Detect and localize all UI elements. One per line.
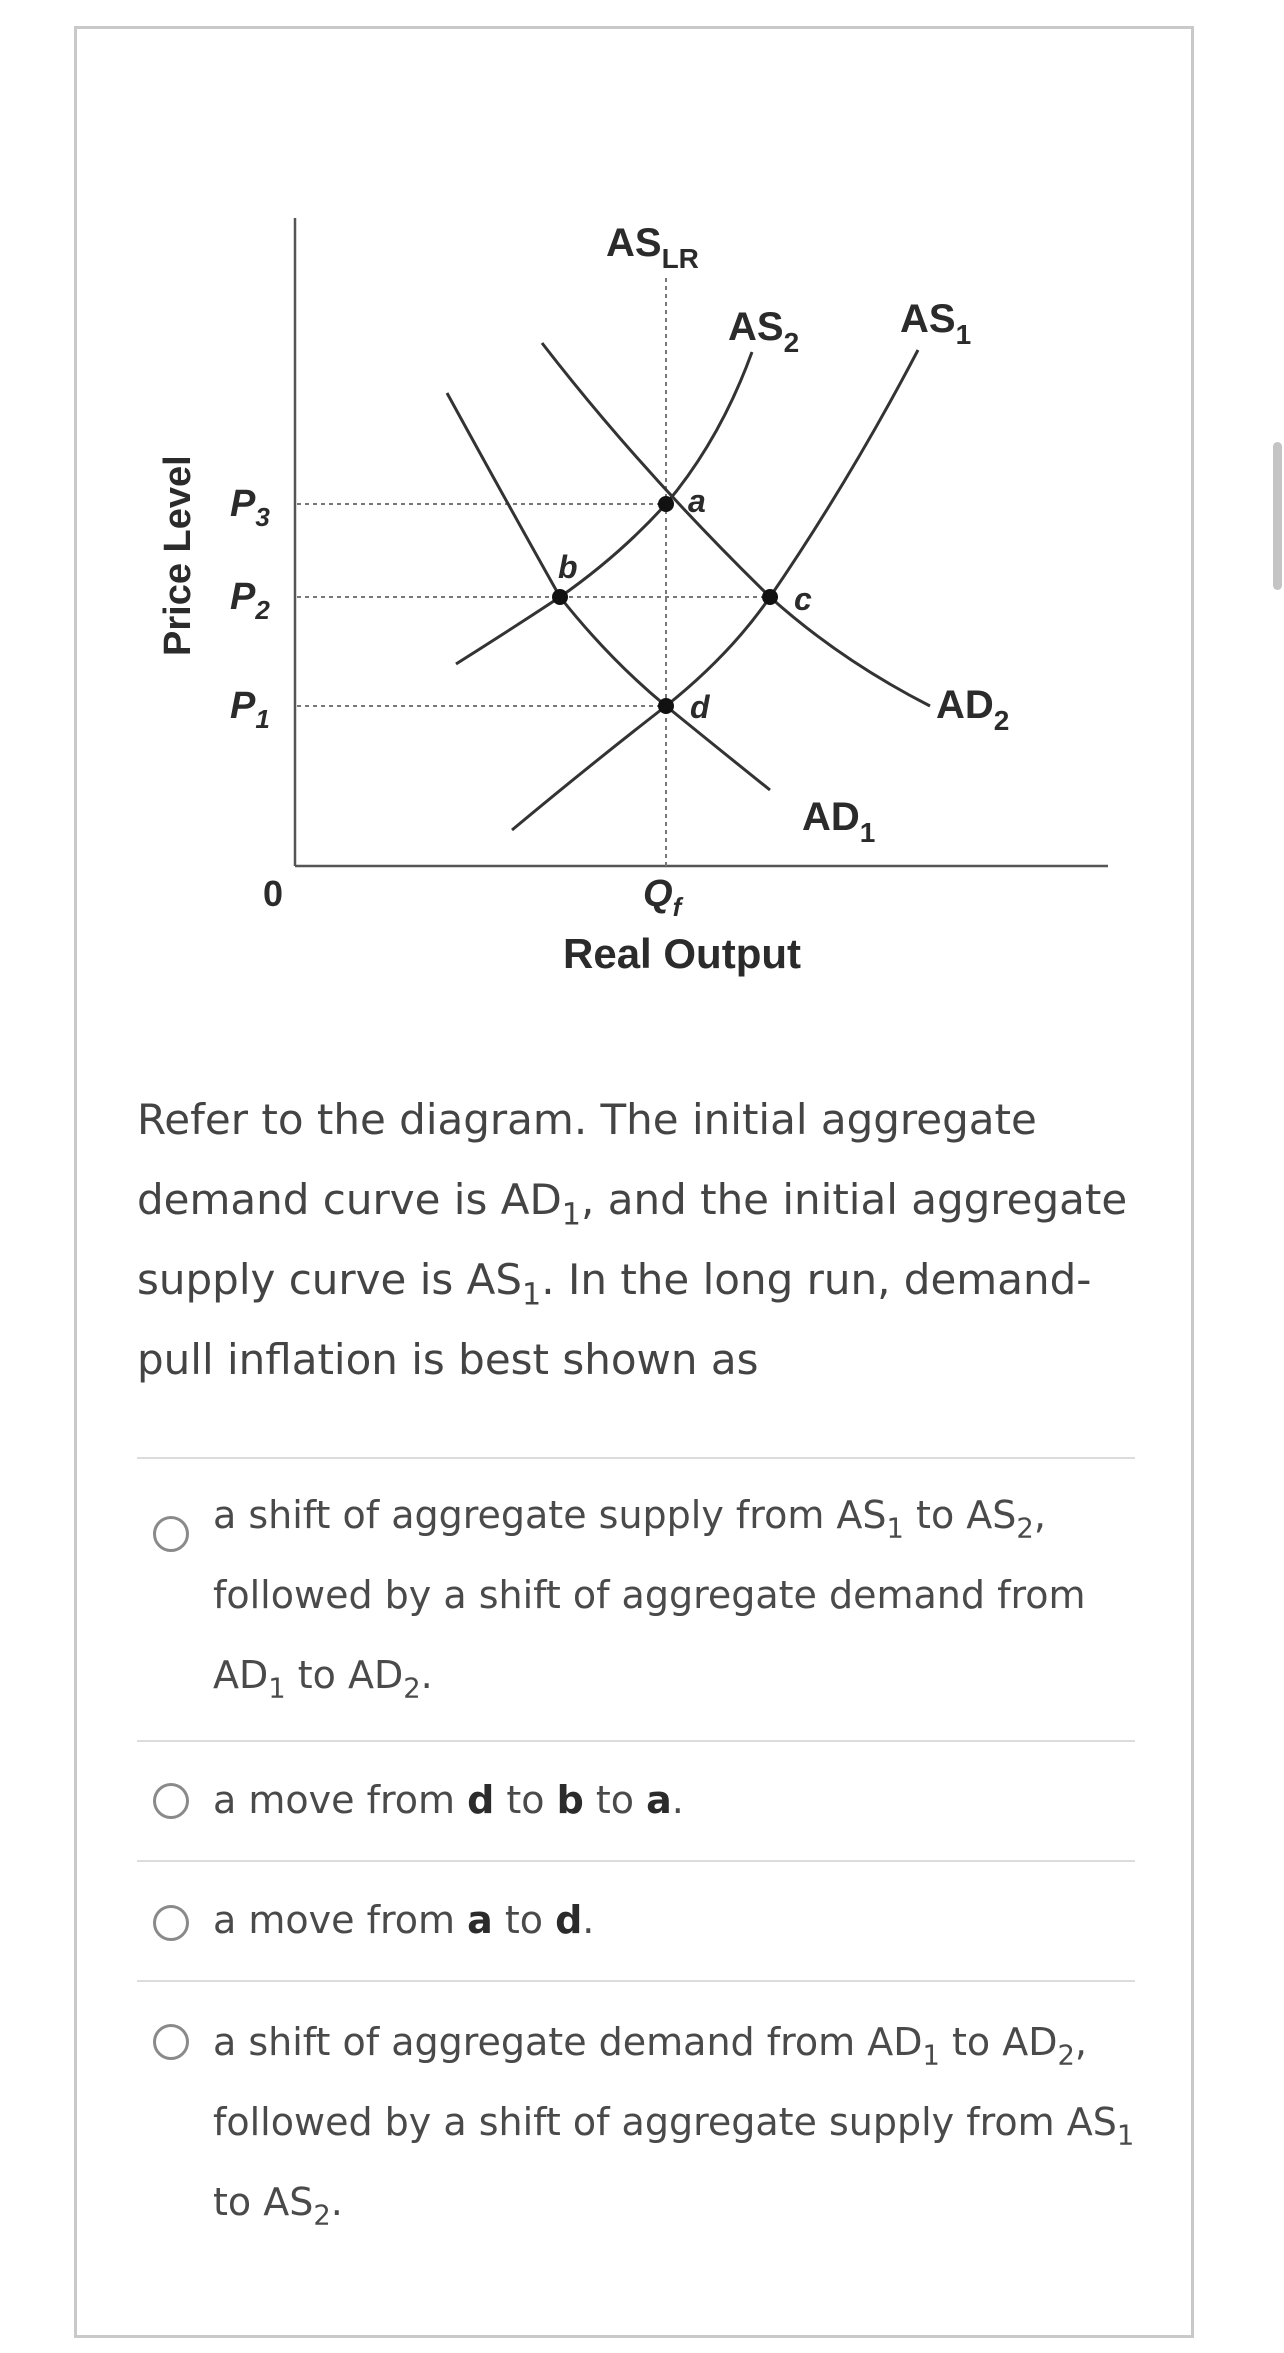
ad2-curve (542, 343, 930, 706)
as1-curve (512, 350, 918, 830)
point-a-label: a (688, 483, 706, 519)
y-axis-title: Price Level (157, 455, 199, 656)
radio-button[interactable] (153, 1905, 189, 1941)
p3-label: $P_3$ (230, 483, 270, 532)
aslr-label: $AS_{LR}$ (606, 221, 699, 274)
radio-button[interactable] (153, 1783, 189, 1819)
radio-button[interactable] (153, 1516, 189, 1552)
as2-label: $AS_2$ (728, 305, 800, 358)
point-d-label: d (690, 689, 710, 725)
question-line-3: supply curve is $AS_1$. In the long run, demand- (137, 1255, 1092, 1313)
point-b-label: b (558, 549, 578, 585)
point-b-dot (552, 589, 568, 605)
answer-option-2[interactable] (137, 1742, 1135, 1860)
divider (137, 1457, 1135, 1459)
p2-label: $P_2$ (230, 576, 270, 625)
answer-option-3-text: a move from a to d. (213, 1898, 595, 1942)
origin-label: 0 (263, 873, 284, 914)
point-c-dot (762, 589, 778, 605)
x-axis-title: Real Output (563, 930, 801, 977)
radio-button[interactable] (153, 2024, 189, 2060)
point-d-dot (658, 698, 674, 714)
point-a-dot (658, 496, 674, 512)
ad1-label: $AD_1$ (802, 795, 876, 848)
answer-option-4-text: a shift of aggregate demand from $AD_1$ to $AD_2$, followed by a shift of aggregate supply from $AS_1$ to $AS_2$. (213, 2020, 1135, 2232)
as2-curve (456, 352, 752, 664)
qf-label: $Q_f$ (643, 873, 682, 922)
p1-label: $P_1$ (230, 685, 270, 734)
answer-option-4[interactable] (137, 1982, 1135, 2242)
ad1-curve (447, 393, 770, 790)
question-line-2: demand curve is $AD_1$, and the initial aggregate (137, 1175, 1128, 1233)
economics-diagram (0, 0, 1284, 1000)
point-c-label: c (794, 581, 812, 617)
as1-label: $AS_1$ (900, 297, 972, 350)
answer-option-3[interactable] (137, 1862, 1135, 1980)
question-line-1: Refer to the diagram. The initial aggregate (137, 1095, 1037, 1144)
answer-option-2-text: a move from d to b to a. (213, 1778, 684, 1822)
question-line-4: pull inflation is best shown as (137, 1335, 759, 1384)
ad2-label: $AD_2$ (936, 683, 1010, 736)
question-text (137, 1080, 1157, 1400)
answer-option-1-text: a shift of aggregate supply from $AS_1$ to $AS_2$, followed by a shift of aggregate demand from $AD_1$ to $AD_2$. (213, 1493, 1086, 1705)
answer-option-1[interactable] (137, 1460, 1135, 1740)
